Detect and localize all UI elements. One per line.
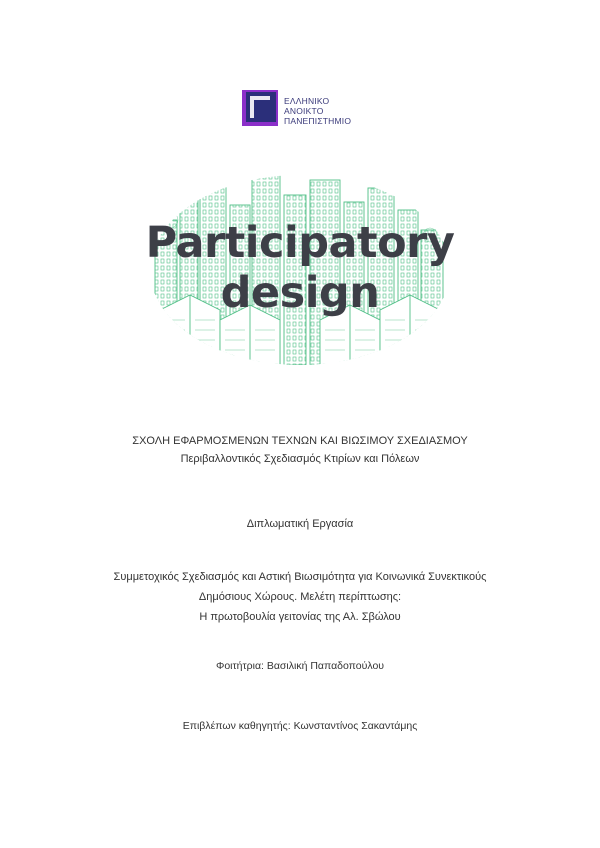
logo-line: ΠΑΝΕΠΙΣΤΗΜΙΟ — [284, 116, 352, 126]
thesis-type: Διπλωματική Εργασία — [246, 518, 354, 530]
cover-title-line: design — [220, 268, 380, 318]
thesis-title-line: Δημόσιους Χώρους. Μελέτη περίπτωσης: — [198, 591, 402, 603]
university-logo — [240, 88, 360, 132]
school-name: ΣΧΟΛΗ ΕΦΑΡΜΟΣΜΕΝΩΝ ΤΕΧΝΩΝ ΚΑΙ ΒΙΩΣΙΜΟΥ ΣΧΕΔΙΑΣΜΟΥ — [132, 435, 468, 447]
program-name: Περιβαλλοντικός Σχεδιασμός Κτιρίων και Πόλεων — [180, 453, 420, 465]
logo-line: ΕΛΛΗΝΙΚΟ — [284, 96, 330, 106]
university-logo-icon — [240, 88, 282, 130]
supervisor-name: Επιβλέπων καθηγητής: Κωνσταντίνος Σακαντάμης — [182, 720, 418, 732]
cover-title-line: Participatory — [145, 218, 455, 268]
logo-text — [284, 96, 351, 126]
logo-line: ΑΝΟΙΚΤΟ — [284, 106, 324, 116]
thesis-title-line: Συμμετοχικός Σχεδιασμός και Αστική Βιωσιμότητα για Κοινωνικά Συνεκτικούς — [113, 571, 487, 583]
student-name: Φοιτήτρια: Βασιλική Παπαδοπούλου — [215, 660, 385, 672]
thesis-title — [0, 567, 600, 627]
cover-title — [100, 218, 500, 318]
thesis-title-line: Η πρωτοβουλία γειτονίας της Αλ. Σβώλου — [199, 611, 401, 623]
